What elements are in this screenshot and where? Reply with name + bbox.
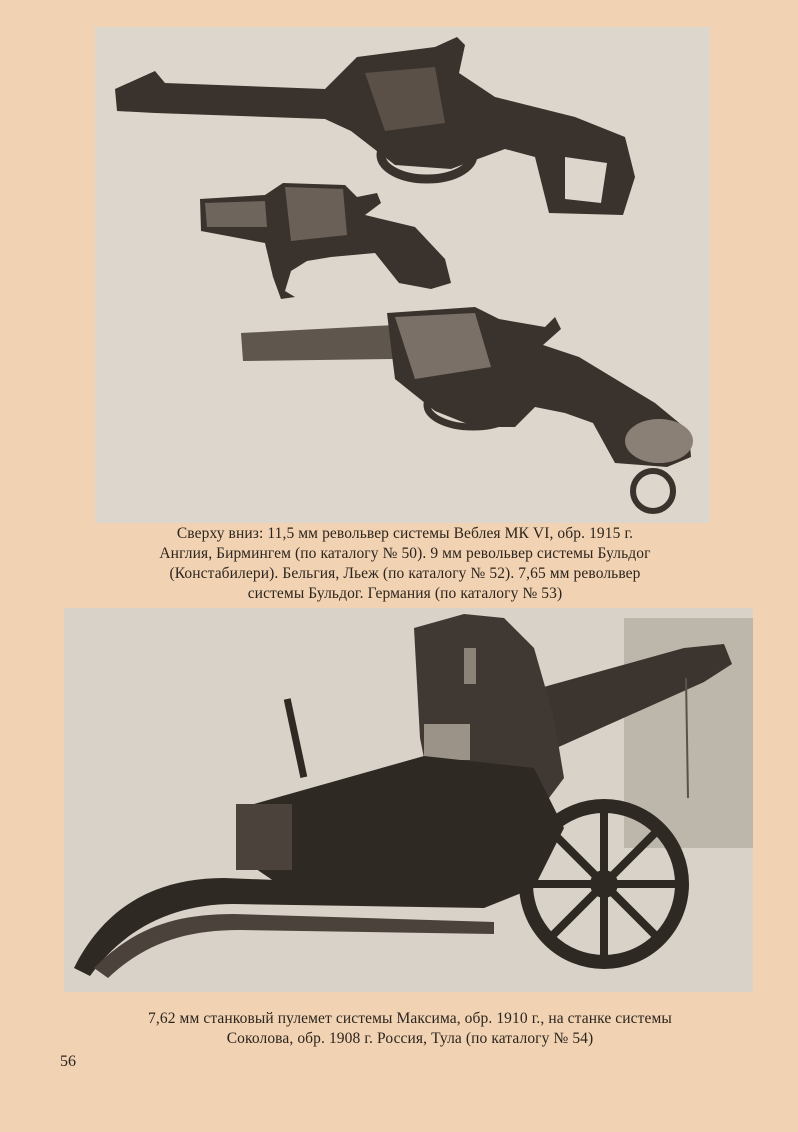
- maxim-machine-gun-photo: [64, 608, 753, 992]
- caption-line: (Констабилери). Бельгия, Льеж (по каталогу № 52). 7,65 мм револьвер: [169, 565, 641, 582]
- maxim-machine-gun-illustration: [64, 608, 753, 992]
- revolvers-illustration: [95, 27, 710, 523]
- caption-line: Англия, Бирмингем (по каталогу № 50). 9 мм револьвер системы Бульдог: [159, 545, 651, 562]
- revolvers-photo: [95, 27, 710, 523]
- caption-line: системы Бульдог. Германия (по каталогу № 53): [247, 585, 563, 602]
- revolvers-caption: [100, 524, 710, 604]
- caption-line: Сверху вниз: 11,5 мм револьвер системы Веблея МК VI, обр. 1915 г.: [176, 525, 634, 542]
- machine-gun-caption: [60, 1009, 760, 1049]
- caption-line: Соколова, обр. 1908 г. Россия, Тула (по каталогу № 54): [226, 1030, 594, 1047]
- page-number: 56: [60, 1053, 76, 1070]
- caption-line: 7,62 мм станковый пулемет системы Максима, обр. 1910 г., на станке системы: [148, 1010, 672, 1027]
